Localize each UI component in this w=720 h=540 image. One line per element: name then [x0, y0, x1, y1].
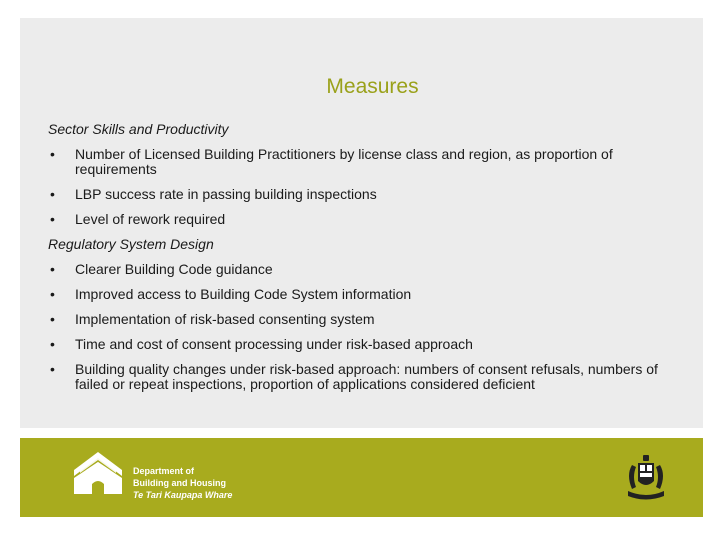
bullet-icon: • — [50, 361, 55, 377]
bullet-icon: • — [50, 286, 55, 302]
department-maori-name: Te Tari Kaupapa Whare — [133, 490, 233, 500]
list-item — [48, 337, 673, 352]
list-item — [48, 212, 673, 227]
list-item-text: Building quality changes under risk-based approach: numbers of consent refusals, numbers of failed or repeat inspections, proportion of applications considered deficient — [75, 361, 658, 392]
bullet-icon: • — [50, 186, 55, 202]
house-roof-icon — [70, 448, 126, 496]
list-item — [48, 187, 673, 202]
list-item — [48, 147, 673, 177]
bullet-list-regulatory — [48, 262, 673, 392]
bullet-icon: • — [50, 211, 55, 227]
nz-coat-of-arms-icon — [624, 453, 668, 503]
bullet-icon: • — [50, 336, 55, 352]
list-item-text: Clearer Building Code guidance — [75, 261, 273, 277]
slide-content — [48, 122, 673, 402]
bullet-icon: • — [50, 146, 55, 162]
list-item-text: Implementation of risk-based consenting system — [75, 311, 375, 327]
footer-bar — [20, 438, 703, 517]
section-heading-sector-skills: Sector Skills and Productivity — [48, 121, 229, 137]
slide-title: Measures — [326, 75, 419, 98]
bullet-list-sector-skills — [48, 147, 673, 227]
bullet-icon: • — [50, 311, 55, 327]
list-item-text: Time and cost of consent processing under risk-based approach — [75, 336, 473, 352]
department-line-2: Building and Housing — [133, 478, 226, 488]
list-item-text: Improved access to Building Code System information — [75, 286, 412, 302]
list-item-text: Level of rework required — [75, 211, 226, 227]
list-item-text: LBP success rate in passing building inspections — [75, 186, 377, 202]
section-heading-regulatory: Regulatory System Design — [48, 236, 214, 252]
list-item — [48, 287, 673, 302]
list-item — [48, 362, 673, 392]
department-name — [133, 465, 232, 501]
department-line-1: Department of — [133, 466, 195, 476]
bullet-icon: • — [50, 261, 55, 277]
list-item-text: Number of Licensed Building Practitioners by license class and region, as proportion of requirements — [75, 146, 613, 177]
list-item — [48, 312, 673, 327]
list-item — [48, 262, 673, 277]
